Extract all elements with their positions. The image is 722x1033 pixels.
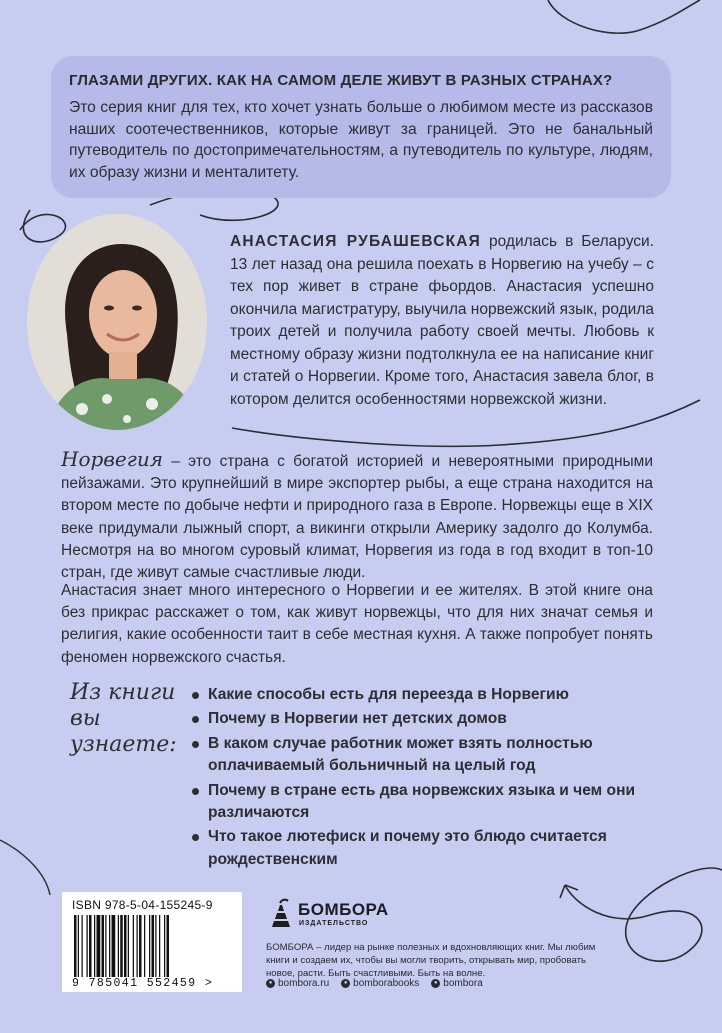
learn-heading-line2: вы узнаете:: [70, 706, 177, 757]
barcode-stripe: [109, 915, 110, 977]
barcode-stripe: [164, 915, 165, 977]
barcode-stripe: [120, 915, 123, 977]
social-website-label: bombora.ru: [278, 978, 330, 989]
list-item: Какие способы есть для переезда в Норвегию: [190, 684, 660, 706]
barcode-stripe: [102, 915, 105, 977]
barcode-bars: [72, 915, 232, 977]
barcode-stripe: [112, 915, 116, 977]
barcode-stripe: [159, 915, 160, 977]
barcode-stripe: [152, 915, 155, 977]
barcode-stripe: [128, 915, 129, 977]
series-title: ГЛАЗАМИ ДРУГИХ. КАК НА САМОМ ДЕЛЕ ЖИВУТ В РАЗНЫХ СТРАНАХ?: [69, 72, 613, 89]
barcode-stripe: [97, 915, 101, 977]
author-name: АНАСТАСИЯ РУБАШЕВСКАЯ: [230, 233, 481, 250]
series-info-box: [51, 56, 671, 198]
barcode-stripe: [144, 915, 145, 977]
series-description: Это серия книг для тех, кто хочет узнать больше о любимом месте из рассказов наших соотечественников, которые живут за границей. Это не банальный путеводитель по достопримечательностям, а путеводитель по культуре, людям, их образу жизни и менталитету.: [69, 99, 653, 181]
barcode-stripe: [89, 915, 92, 977]
barcode-stripe: [105, 915, 106, 977]
learn-list: [190, 684, 660, 873]
barcode-digits: 9 785041 552459 >: [72, 977, 214, 990]
list-item: Почему в Норвегии нет детских домов: [190, 708, 660, 730]
list-item: Что такое лютефиск и почему это блюдо считается рождественским: [190, 826, 660, 871]
barcode-stripe: [87, 915, 88, 977]
list-item: Почему в стране есть два норвежских языка и чем они различаются: [190, 780, 660, 825]
author-photo: [27, 214, 207, 430]
globe-icon: ●: [266, 979, 275, 988]
social-vk-label: bomborabooks: [353, 978, 420, 989]
barcode-stripe: [74, 915, 77, 977]
list-item: В каком случае работник может взять полностью оплачиваемый больничный на целый год: [190, 733, 660, 778]
barcode-stripe: [78, 915, 79, 977]
norway-word: Норвегия: [61, 447, 163, 471]
norway-text: – это страна с богатой историей и невероятными природными пейзажами. Это крупнейший в мире экспортер рыбы, а еще страна находится на втором месте по добыче нефти и природного газа в Европе. Норвежцы еще в XIX веке придумали лыжный спорт, а викинги открыли Америку задолго до Колумба. Несмотря на во многом суровый климат, Норвегия из года в год входит в топ-10 стран, где живут самые счастливые люди.: [61, 453, 653, 582]
publisher-logo: [268, 897, 408, 937]
barcode-stripe: [82, 915, 83, 977]
barcode-stripe: [133, 915, 134, 977]
norway-paragraph: [61, 448, 653, 584]
barcode-box: [62, 892, 242, 992]
vk-icon: ●: [341, 979, 350, 988]
author-bio: [230, 231, 654, 411]
barcode-stripe: [137, 915, 138, 977]
social-telegram-label: bombora: [443, 978, 483, 989]
learn-heading: [70, 680, 200, 758]
telegram-icon: ●: [431, 979, 440, 988]
barcode-stripe: [94, 915, 95, 977]
publisher-description: БОМБОРА – лидер на рынке полезных и вдохновляющих книг. Мы любим книги и создаем их, чтобы вы могли творить, открывать мир, пробовать новое, расти. Быть счастливыми. Быть на волне.: [266, 942, 596, 979]
barcode-stripe: [155, 915, 156, 977]
barcode-stripe: [167, 915, 170, 977]
social-vk[interactable]: [341, 978, 419, 989]
barcode-stripe: [118, 915, 119, 977]
publisher-socials: [266, 978, 483, 989]
learn-heading-line1: Из книги: [70, 680, 176, 705]
author-bio-text: родилась в Беларуси. 13 лет назад она решила поехать в Норвегию на учебу – с тех пор живет в стране фьордов. Анастасия успешно окончила магистратуру, выучила норвежский язык, родила троих детей и получила работу своей мечты. Любовь к местному образу жизни подтолкнула ее на написание книг и статей о Норвегии. Кроме того, Анастасия завела блог, в котором делится особенностями норвежской жизни.: [230, 233, 654, 408]
isbn-text: ISBN 978-5-04-155245-9: [72, 898, 213, 912]
social-website[interactable]: [266, 978, 329, 989]
barcode-stripe: [124, 915, 127, 977]
barcode-stripe: [139, 915, 142, 977]
social-telegram[interactable]: [431, 978, 482, 989]
book-about-paragraph: Анастасия знает много интересного о Норвегии и ее жителях. В этой книге она без прикрас расскажет о том, как живут норвежцы, что для них значат семья и религия, какие особенности таит в себе местная кухня. А также попробует понять феномен норвежского счастья.: [61, 582, 653, 666]
publisher-name: БОМБОРА: [298, 900, 389, 919]
barcode-stripe: [149, 915, 150, 977]
publisher-subtitle: ИЗДАТЕЛЬСТВО: [299, 920, 369, 927]
publisher-logo-icon: [268, 897, 294, 931]
